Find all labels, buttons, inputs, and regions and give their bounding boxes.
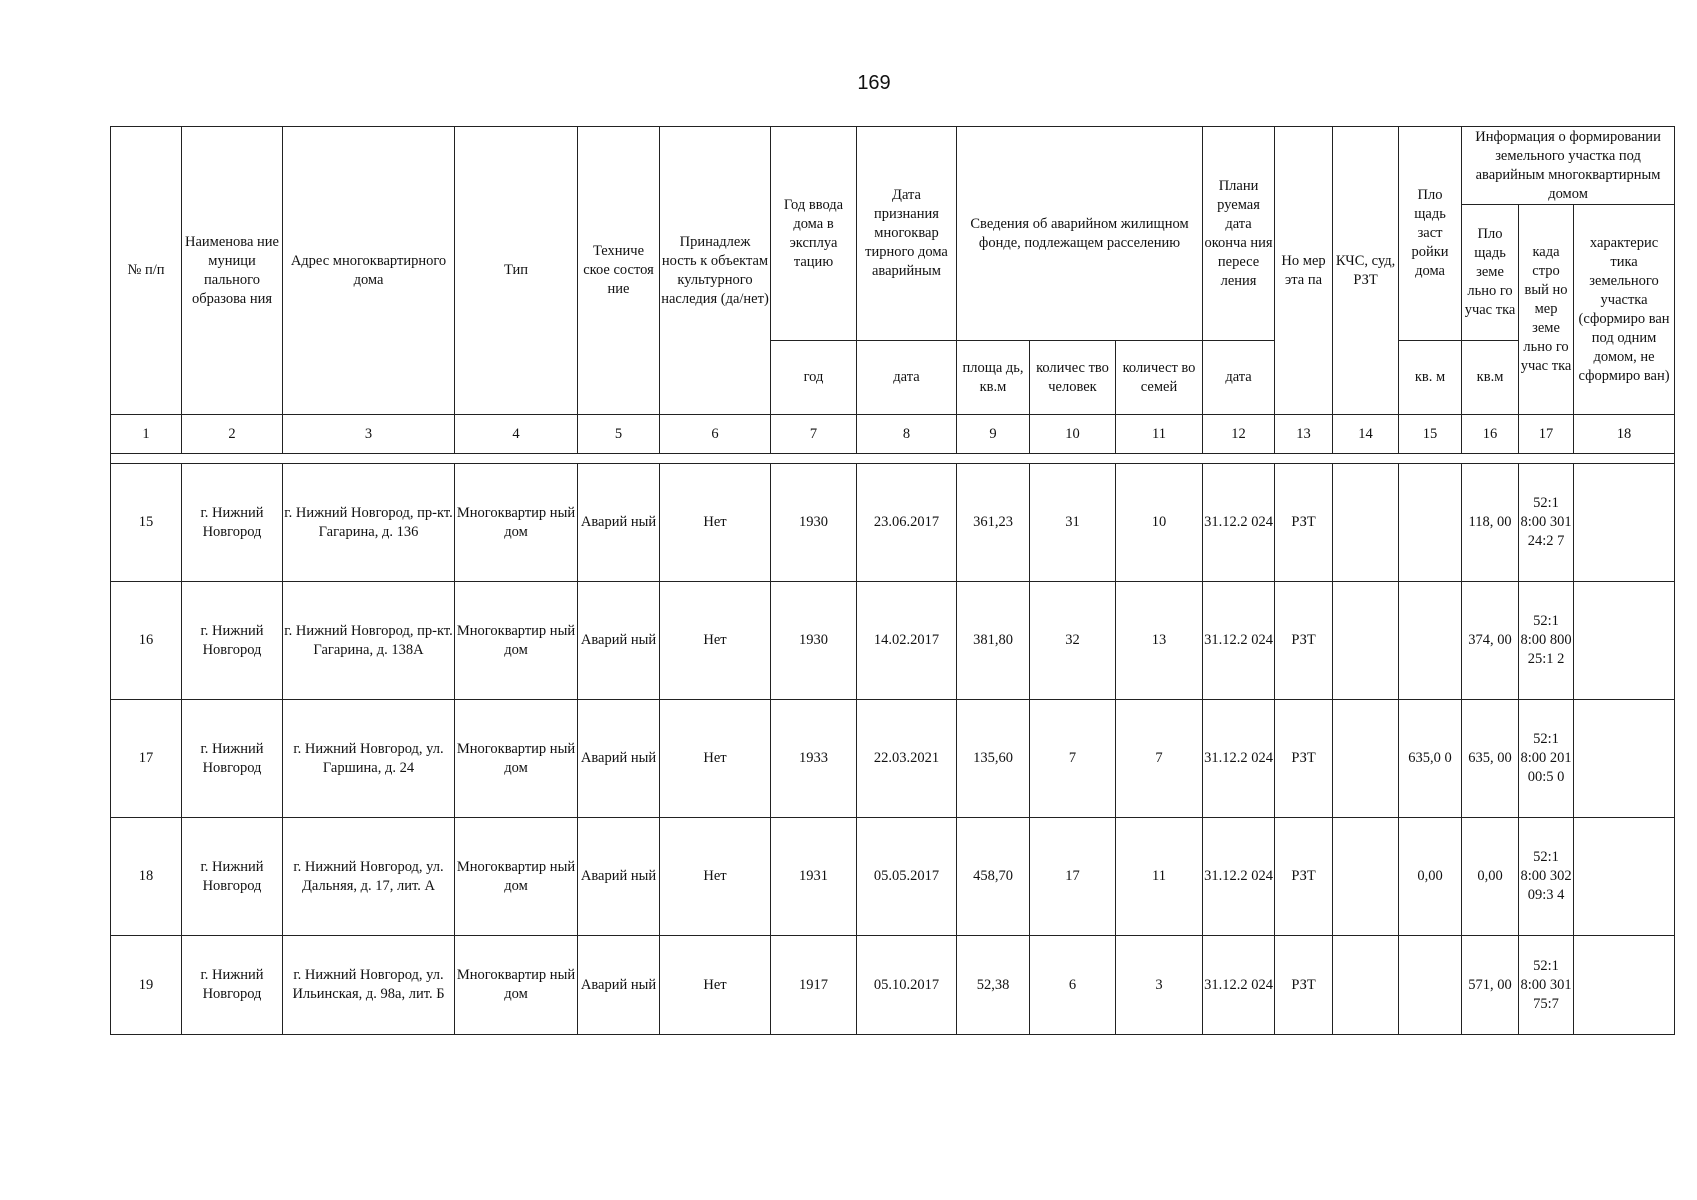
header-emergency-date: Дата признания многоквар тирного дома аварийным (857, 127, 957, 341)
page-number: 169 (857, 72, 891, 94)
cell-built-area (1399, 936, 1462, 1035)
cell-stage: РЗТ (1275, 936, 1333, 1035)
cell-heritage: Нет (660, 700, 771, 818)
cell-land-area: 0,00 (1462, 818, 1519, 936)
cell-people-count: 32 (1030, 582, 1116, 700)
cell-kchs (1333, 700, 1399, 818)
cell-address: г. Нижний Новгород, пр-кт. Гагарина, д. 136 (283, 464, 455, 582)
header-technical-state: Техниче ское состоя ние (578, 127, 660, 415)
column-number: 3 (283, 415, 455, 454)
cell-built-area: 635,0 0 (1399, 700, 1462, 818)
cell-area: 458,70 (957, 818, 1030, 936)
cell-municipality: г. Нижний Новгород (182, 582, 283, 700)
cell-stage: РЗТ (1275, 582, 1333, 700)
header-cadastral-number: када стро вый но мер земе льно го учас тка (1519, 205, 1574, 415)
cell-land-area: 635, 00 (1462, 700, 1519, 818)
table-header (111, 127, 1675, 1035)
subheader-year: год (771, 341, 857, 415)
cell-row-number: 18 (111, 818, 182, 936)
cell-emergency-date: 23.06.2017 (857, 464, 957, 582)
column-number: 10 (1030, 415, 1116, 454)
cell-family-count: 7 (1116, 700, 1203, 818)
table-row (111, 700, 1675, 818)
cell-row-number: 17 (111, 700, 182, 818)
emergency-housing-table (110, 126, 1675, 1035)
cell-land-characteristic (1574, 582, 1675, 700)
cell-family-count: 3 (1116, 936, 1203, 1035)
column-number: 2 (182, 415, 283, 454)
cell-area: 52,38 (957, 936, 1030, 1035)
cell-land-characteristic (1574, 464, 1675, 582)
cell-land-area: 571, 00 (1462, 936, 1519, 1035)
cell-planned-date: 31.12.2 024 (1203, 818, 1275, 936)
column-number: 14 (1333, 415, 1399, 454)
cell-land-characteristic (1574, 936, 1675, 1035)
cell-built-area (1399, 582, 1462, 700)
cell-kchs (1333, 464, 1399, 582)
cell-heritage: Нет (660, 464, 771, 582)
cell-technical-state: Аварий ный (578, 464, 660, 582)
header-land-characteristic: характерис тика земельного участка (сформиро ван под одним домом, не сформиро ван) (1574, 205, 1675, 415)
cell-technical-state: Аварий ный (578, 700, 660, 818)
header-land-area: Пло щадь земе льно го учас тка (1462, 205, 1519, 341)
cell-municipality: г. Нижний Новгород (182, 700, 283, 818)
cell-built-area: 0,00 (1399, 818, 1462, 936)
cell-people-count: 6 (1030, 936, 1116, 1035)
cell-municipality: г. Нижний Новгород (182, 936, 283, 1035)
table-row (111, 464, 1675, 582)
cell-municipality: г. Нижний Новгород (182, 818, 283, 936)
cell-cadastral-number: 52:1 8:00 201 00:5 0 (1519, 700, 1574, 818)
cell-building-type: Многоквартир ный дом (455, 700, 578, 818)
cell-emergency-date: 22.03.2021 (857, 700, 957, 818)
column-number: 13 (1275, 415, 1333, 454)
header-land-plot-info: Информация о формировании земельного участка под аварийным многоквартирным домом (1462, 127, 1675, 205)
subheader-date: дата (857, 341, 957, 415)
cell-land-area: 118, 00 (1462, 464, 1519, 582)
cell-year: 1933 (771, 700, 857, 818)
cell-area: 381,80 (957, 582, 1030, 700)
cell-technical-state: Аварий ный (578, 582, 660, 700)
cell-land-characteristic (1574, 700, 1675, 818)
cell-planned-date: 31.12.2 024 (1203, 464, 1275, 582)
header-year-commissioned: Год ввода дома в эксплуа тацию (771, 127, 857, 341)
subheader-people: количес тво человек (1030, 341, 1116, 415)
cell-kchs (1333, 818, 1399, 936)
column-number: 11 (1116, 415, 1203, 454)
subheader-families: количест во семей (1116, 341, 1203, 415)
column-number: 6 (660, 415, 771, 454)
header-planned-date: Плани руемая дата оконча ния пересе ления (1203, 127, 1275, 341)
subheader-area: площа дь, кв.м (957, 341, 1030, 415)
cell-area: 135,60 (957, 700, 1030, 818)
subheader-land-unit: кв.м (1462, 341, 1519, 415)
cell-people-count: 31 (1030, 464, 1116, 582)
cell-area: 361,23 (957, 464, 1030, 582)
cell-family-count: 13 (1116, 582, 1203, 700)
table-row (111, 582, 1675, 700)
subheader-plan-date: дата (1203, 341, 1275, 415)
cell-heritage: Нет (660, 818, 771, 936)
cell-address: г. Нижний Новгород, ул. Гаршина, д. 24 (283, 700, 455, 818)
cell-technical-state: Аварий ный (578, 936, 660, 1035)
cell-stage: РЗТ (1275, 700, 1333, 818)
cell-heritage: Нет (660, 936, 771, 1035)
cell-land-characteristic (1574, 818, 1675, 936)
cell-year: 1930 (771, 582, 857, 700)
column-number: 5 (578, 415, 660, 454)
cell-building-type: Многоквартир ный дом (455, 464, 578, 582)
cell-kchs (1333, 582, 1399, 700)
column-number: 17 (1519, 415, 1574, 454)
column-number: 16 (1462, 415, 1519, 454)
cell-address: г. Нижний Новгород, ул. Дальняя, д. 17, лит. А (283, 818, 455, 936)
cell-address: г. Нижний Новгород, пр-кт. Гагарина, д. 138А (283, 582, 455, 700)
cell-stage: РЗТ (1275, 464, 1333, 582)
column-number: 18 (1574, 415, 1675, 454)
table-gap (111, 454, 1675, 464)
cell-kchs (1333, 936, 1399, 1035)
column-number: 7 (771, 415, 857, 454)
cell-row-number: 15 (111, 464, 182, 582)
cell-land-area: 374, 00 (1462, 582, 1519, 700)
header-stage-number: Но мер эта па (1275, 127, 1333, 415)
cell-cadastral-number: 52:1 8:00 301 24:2 7 (1519, 464, 1574, 582)
cell-planned-date: 31.12.2 024 (1203, 582, 1275, 700)
cell-planned-date: 31.12.2 024 (1203, 700, 1275, 818)
cell-people-count: 7 (1030, 700, 1116, 818)
cell-emergency-date: 05.05.2017 (857, 818, 957, 936)
header-num: № п/п (111, 127, 182, 415)
subheader-built-unit: кв. м (1399, 341, 1462, 415)
cell-year: 1930 (771, 464, 857, 582)
cell-municipality: г. Нижний Новгород (182, 464, 283, 582)
cell-building-type: Многоквартир ный дом (455, 582, 578, 700)
cell-row-number: 16 (111, 582, 182, 700)
cell-people-count: 17 (1030, 818, 1116, 936)
header-type: Тип (455, 127, 578, 415)
cell-stage: РЗТ (1275, 818, 1333, 936)
cell-built-area (1399, 464, 1462, 582)
cell-cadastral-number: 52:1 8:00 800 25:1 2 (1519, 582, 1574, 700)
cell-row-number: 19 (111, 936, 182, 1035)
header-kchs: КЧС, суд, РЗТ (1333, 127, 1399, 415)
header-address: Адрес многоквартирного дома (283, 127, 455, 415)
column-number: 15 (1399, 415, 1462, 454)
cell-planned-date: 31.12.2 024 (1203, 936, 1275, 1035)
cell-emergency-date: 14.02.2017 (857, 582, 957, 700)
cell-technical-state: Аварий ный (578, 818, 660, 936)
cell-family-count: 11 (1116, 818, 1203, 936)
header-municipality: Наименова ние муници пального образова ния (182, 127, 283, 415)
cell-cadastral-number: 52:1 8:00 301 75:7 (1519, 936, 1574, 1035)
header-emergency-fund: Сведения об аварийном жилищном фонде, подлежащем расселению (957, 127, 1203, 341)
table-row (111, 936, 1675, 1035)
cell-family-count: 10 (1116, 464, 1203, 582)
cell-year: 1917 (771, 936, 857, 1035)
column-number: 4 (455, 415, 578, 454)
column-number: 1 (111, 415, 182, 454)
cell-building-type: Многоквартир ный дом (455, 936, 578, 1035)
cell-building-type: Многоквартир ный дом (455, 818, 578, 936)
cell-emergency-date: 05.10.2017 (857, 936, 957, 1035)
column-number: 12 (1203, 415, 1275, 454)
cell-heritage: Нет (660, 582, 771, 700)
header-heritage: Принадлеж ность к объектам культурного наследия (да/нет) (660, 127, 771, 415)
header-built-area: Пло щадь заст ройки дома (1399, 127, 1462, 341)
cell-year: 1931 (771, 818, 857, 936)
table-row (111, 818, 1675, 936)
cell-address: г. Нижний Новгород, ул. Ильинская, д. 98а, лит. Б (283, 936, 455, 1035)
column-number: 9 (957, 415, 1030, 454)
column-number: 8 (857, 415, 957, 454)
cell-cadastral-number: 52:1 8:00 302 09:3 4 (1519, 818, 1574, 936)
column-number-row (111, 415, 1675, 454)
